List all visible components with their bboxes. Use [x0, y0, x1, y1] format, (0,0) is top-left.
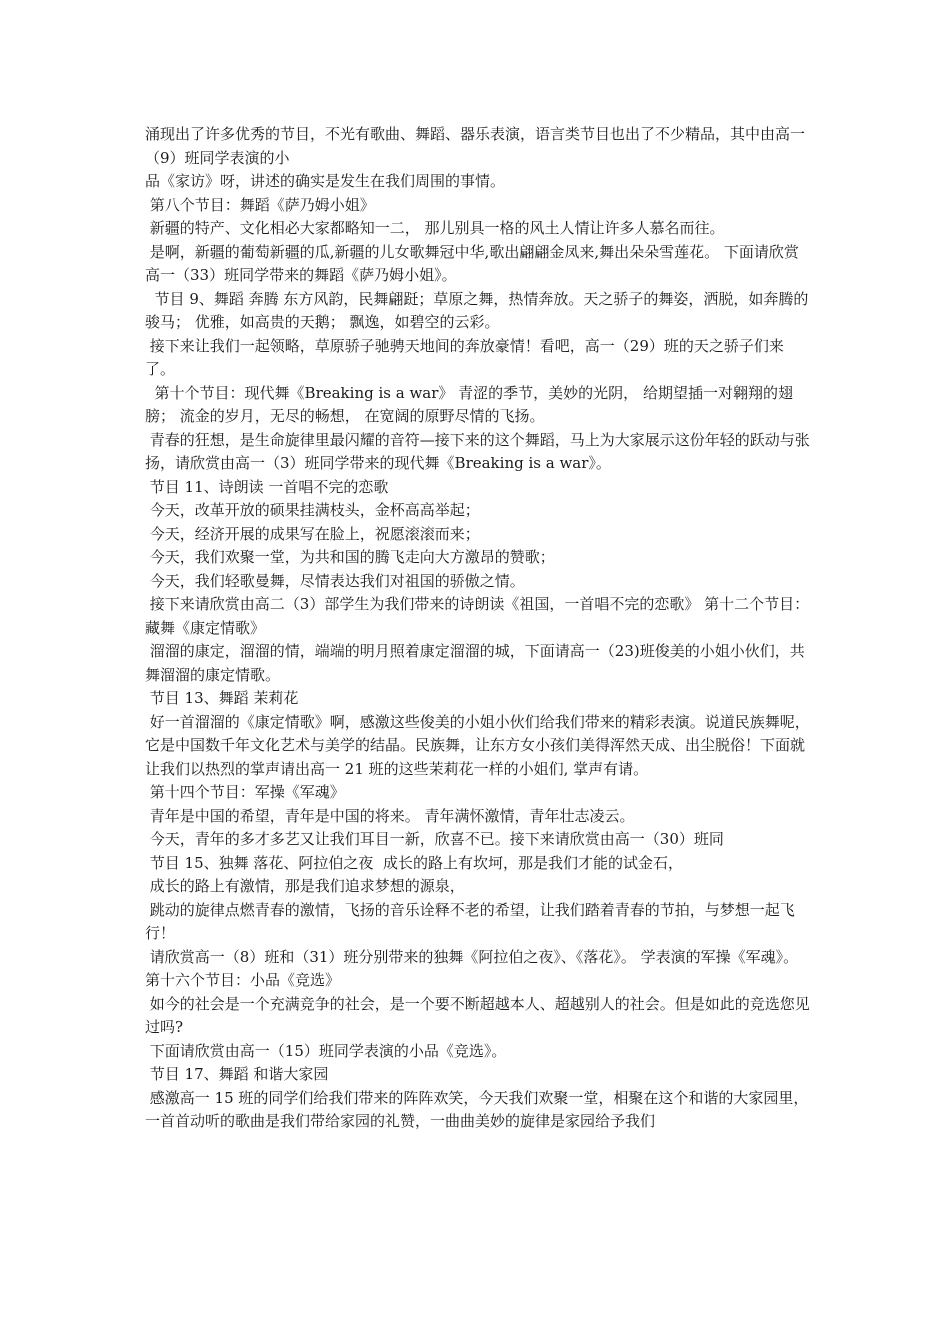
paragraph: 跳动的旋律点燃青春的激情，飞扬的音乐诠释不老的希望，让我们踏着青春的节拍，与梦想一起飞行！ [145, 900, 795, 942]
paragraph: 今天，青年的多才多艺又让我们耳目一新，欣喜不已。接下来请欣赏由高一（30）班同 [145, 830, 724, 848]
paragraph: 下面请欣赏由高一（15）班同学表演的小品《竞选》。 [145, 1041, 507, 1060]
paragraph: 青年是中国的希望，青年是中国的将来。 青年满怀激情，青年壮志凌云。 [145, 806, 635, 825]
paragraph: 接下来让我们一起领略，草原骄子驰骋天地间的奔放豪情！看吧，高一（29）班的天之骄子们来了。 [145, 336, 784, 378]
paragraph: 好一首溜溜的《康定情歌》啊，感激这些俊美的小姐小伙们给我们带来的精彩表演。说道民族舞呢，它是中国数千年文化艺术与美学的结晶。民族舞，让东方女小孩们美得浑然天成、出尘脱俗！下面就让我们以热烈的掌声请出高一 21 班的这些茉莉花一样的小姐们, 掌声有请。 [145, 712, 810, 778]
paragraph: 品《家访》呀，讲述的确实是发生在我们周围的事情。 [145, 172, 506, 190]
poem-line: 今天，我们轻歌曼舞，尽情表达我们对祖国的骄傲之情。 [145, 571, 525, 590]
paragraph: 接下来请欣赏由高二（3）部学生为我们带来的诗朗读《祖国，一首唱不完的恋歌》 第十二个节目：藏舞《康定情歌》 [145, 595, 810, 637]
document-body [145, 123, 810, 1134]
paragraph: 感激高一 15 班的同学们给我们带来的阵阵欢笑，今天我们欢聚一堂，相聚在这个和谐的大家园里，一首首动听的歌曲是我们带给家园的礼赞，一曲曲美妙的旋律是家园给予我们 [145, 1088, 809, 1130]
paragraph: 涌现出了许多优秀的节目，不光有歌曲、舞蹈、器乐表演，语言类节目也出了不少精品，其中由高一（9）班同学表演的小 [145, 125, 806, 167]
poem-line: 今天，我们欢聚一堂，为共和国的腾飞走向大方激昂的赞歌； [145, 548, 555, 566]
program-heading: 节目 11、诗朗读 一首唱不完的恋歌 [145, 477, 389, 496]
paragraph: 成长的路上有激情，那是我们追求梦想的源泉， [145, 877, 465, 895]
program-heading: 第八个节目：舞蹈《萨乃姆小姐》 [145, 195, 375, 214]
paragraph: 第十个节目：现代舞《Breaking is a war》 青涩的季节，美妙的光阴， 给期望插一对翱翔的翅膀； 流金的岁月，无尽的畅想， 在宽阔的原野尽情的飞扬。 [145, 383, 793, 425]
paragraph: 青春的狂想，是生命旋律里最闪耀的音符—接下来的这个舞蹈，马上为大家展示这份年轻的跃动与张扬，请欣赏由高一（3）班同学带来的现代舞《Breaking is a war》。 [145, 430, 810, 472]
paragraph: 是啊，新疆的葡萄新疆的瓜,新疆的儿女歌舞冠中华,歌出翩翩金凤来,舞出朵朵雪莲花。 下面请欣赏高一（33）班同学带来的舞蹈《萨乃姆小姐》。 [145, 242, 799, 284]
paragraph: 节目 15、独舞 落花、阿拉伯之夜 成长的路上有坎坷，那是我们才能的试金石， [145, 853, 683, 872]
paragraph: 节目 9、舞蹈 奔腾 东方风韵，民舞翩跹；草原之舞，热情奔放。天之骄子的舞姿，洒脱，如奔腾的骏马； 优雅，如高贵的天鹅； 飘逸，如碧空的云彩。 [145, 289, 809, 331]
paragraph: 请欣赏高一（8）班和（31）班分别带来的独舞《阿拉伯之夜》、《落花》。 学表演的军操《军魂》。 第十六个节目：小品《竞选》 [145, 947, 803, 989]
program-heading: 第十四个节目：军操《军魂》 [145, 783, 345, 801]
paragraph: 溜溜的康定，溜溜的情，端端的明月照着康定溜溜的城，下面请高一（23)班俊美的小姐小伙们，共舞溜溜的康定情歌。 [145, 642, 805, 684]
paragraph: 新疆的特产、文化相必大家都略知一二， 那儿别具一格的风土人情让许多人慕名而往。 [145, 219, 725, 237]
program-heading: 节目 13、舞蹈 茉莉花 [145, 689, 299, 707]
paragraph: 如今的社会是一个充满竞争的社会，是一个要不断超越本人、超越别人的社会。但是如此的竞选您见过吗? [145, 994, 810, 1036]
poem-line: 今天，改革开放的硕果挂满枝头，金杯高高举起； [145, 501, 480, 519]
poem-line: 今天，经济开展的成果写在脸上，祝愿滚滚而来； [145, 524, 480, 543]
program-heading: 节目 17、舞蹈 和谐大家园 [145, 1065, 329, 1083]
